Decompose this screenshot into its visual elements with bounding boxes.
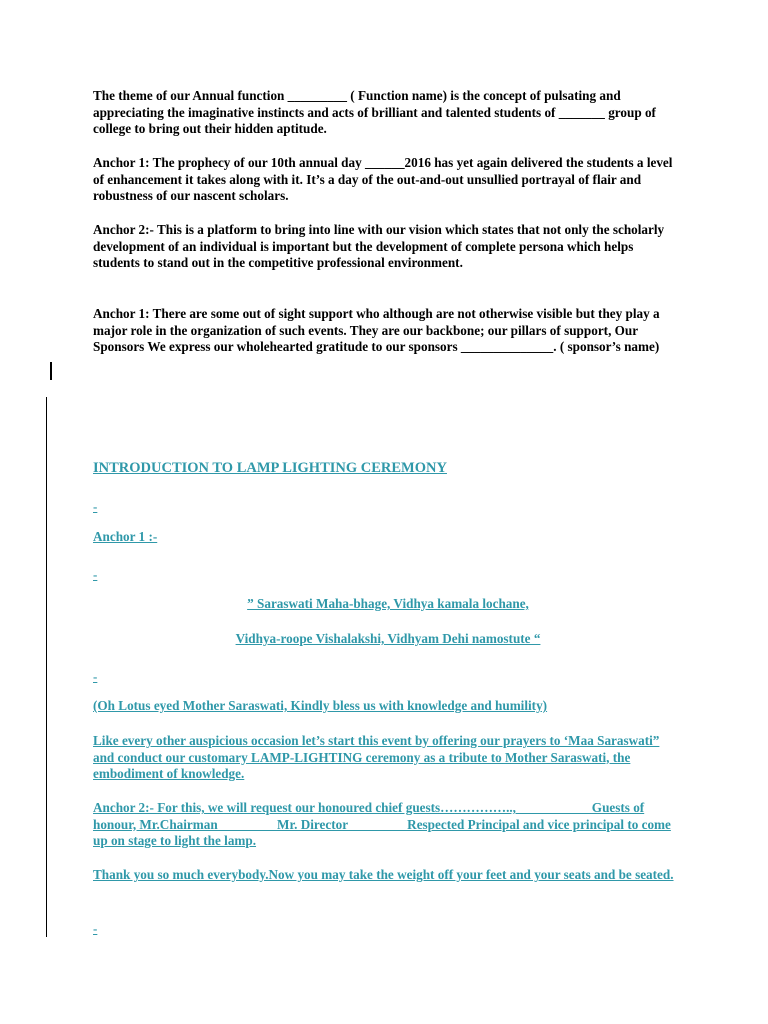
anchor2-platform-paragraph: Anchor 2:- This is a platform to bring into line with our vision which states that not only the scholarly development of an individual is important but the development of complete persona which helps students to stand out in the competitive professional environment. <box>93 222 665 270</box>
text-cursor <box>50 362 52 380</box>
margin-line <box>46 397 47 937</box>
translation-paragraph: (Oh Lotus eyed Mother Saraswati, Kindly bless us with knowledge and humility) <box>93 698 548 713</box>
verse-line-2: Vidhya-roope Vishalakshi, Vidhyam Dehi namostute “ <box>235 631 541 646</box>
thanks-paragraph: Thank you so much everybody.Now you may take the weight off your feet and your seats and be seated. <box>93 867 674 882</box>
section-dash: - <box>93 669 98 684</box>
anchor1-sponsors-paragraph: Anchor 1: There are some out of sight support who although are not otherwise visible but they play a major role in the organization of such events. They are our backbone; our pillars of support, Our Sponsors We express our wholehearted gratitude to our sponsors ______________. ( sponsor’s name) <box>93 306 660 354</box>
section-dash: - <box>93 567 98 582</box>
anchor1-label: Anchor 1 :- <box>93 529 158 544</box>
theme-paragraph: The theme of our Annual function _________ ( Function name) is the concept of pulsating and appreciating the imaginative instincts and acts of brilliant and talented students of _______ group of college to bring out their hidden aptitude. <box>93 88 656 136</box>
prayer-paragraph: Like every other auspicious occasion let’s start this event by offering our prayers to ‘Maa Saraswati” and conduct our customary LAMP-LIGHTING ceremony as a tribute to Mother Saraswati, the embodiment of knowledge. <box>93 733 660 781</box>
anchor2-guests-paragraph: Anchor 2:- For this, we will request our honoured chief guests……………..,___________ Guests of honour, Mr.Chairman ________ Mr. Director ________ Respected Principal and vice principal to come up on stage to light the lamp. <box>93 800 671 848</box>
verse-line-1: ” Saraswati Maha-bhage, Vidhya kamala lochane, <box>247 596 529 611</box>
anchor1-prophecy-paragraph: Anchor 1: The prophecy of our 10th annual day ______2016 has yet again delivered the students a level of enhancement it takes along with it. It’s a day of the out-and-out unsullied portrayal of flair and robustness of our nascent scholars. <box>93 155 673 203</box>
lamp-ceremony-heading: INTRODUCTION TO LAMP LIGHTING CEREMONY <box>93 460 447 476</box>
section-dash: - <box>93 499 98 514</box>
section-dash: - <box>93 921 98 936</box>
